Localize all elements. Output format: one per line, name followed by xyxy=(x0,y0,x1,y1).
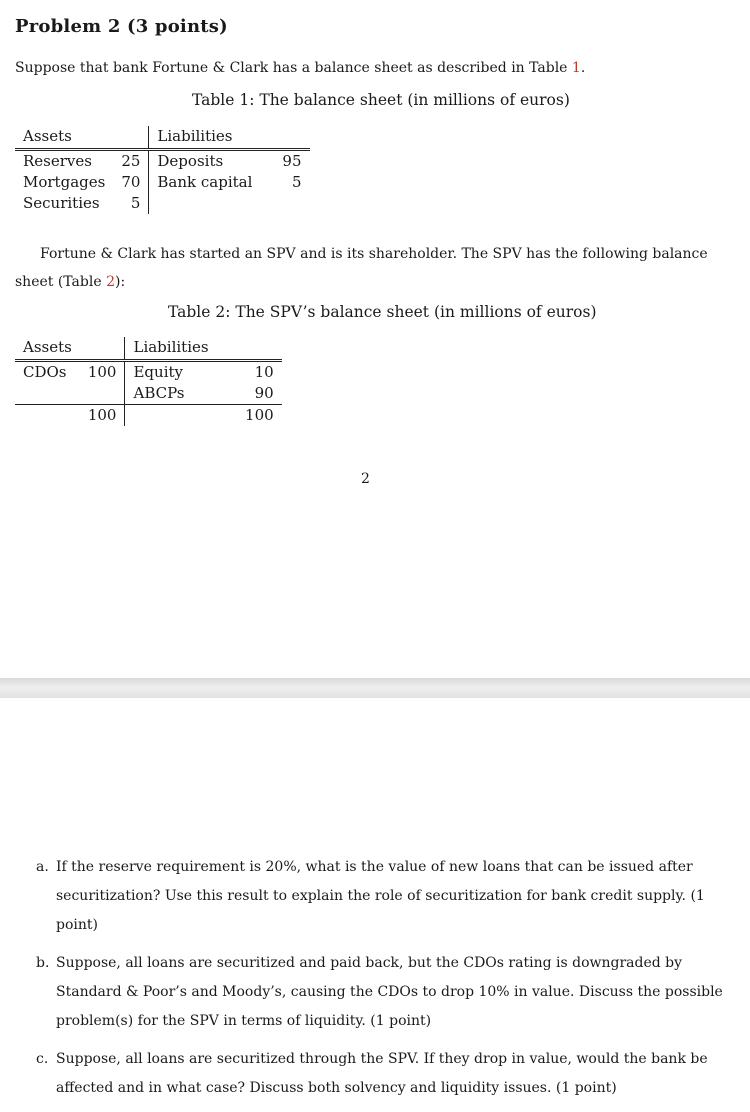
spv-paragraph xyxy=(15,240,720,296)
liabilities-header: Liabilities xyxy=(125,337,217,361)
asset-value: 25 xyxy=(113,150,149,173)
table1-reference-link[interactable]: 1 xyxy=(571,60,581,76)
asset-name: CDOs xyxy=(23,363,67,381)
list-item xyxy=(36,853,726,940)
total-assets: 100 xyxy=(80,405,125,427)
list-item xyxy=(36,1045,726,1103)
table-header-row xyxy=(15,337,282,361)
table-row xyxy=(15,361,282,384)
table-row xyxy=(15,172,310,193)
liability-value: 90 xyxy=(254,384,274,402)
table-header-row xyxy=(15,126,310,150)
spv-text: Fortune & Clark has started an SPV and is its shareholder. The SPV has the following balance sheet (Table xyxy=(15,246,708,290)
liability-name: Equity xyxy=(133,363,183,381)
asset-name: Securities xyxy=(23,194,100,212)
asset-value: 70 xyxy=(113,172,149,193)
liability-name: Deposits xyxy=(157,152,224,170)
table2-reference-link[interactable]: 2 xyxy=(106,274,116,290)
table-total-row xyxy=(15,405,282,427)
table1-caption: Table 1: The balance sheet (in millions of euros) xyxy=(192,91,570,109)
question-text: Suppose, all loans are securitized and paid back, but the CDOs rating is downgraded by Standard & Poor’s and Moody’s, causing the CDOs to drop 10% in value. Discuss the possible problem(s) for the SPV in terms of liquidity. (1 point) xyxy=(56,955,723,1029)
intro-paragraph xyxy=(15,60,585,76)
question-label: c. xyxy=(36,1051,49,1067)
question-list xyxy=(36,853,726,1112)
liability-name: ABCPs xyxy=(133,384,185,402)
page-two xyxy=(0,698,750,1096)
asset-value xyxy=(80,383,125,405)
liability-name: Bank capital xyxy=(157,173,253,191)
table2-caption: Table 2: The SPV’s balance sheet (in millions of euros) xyxy=(168,303,597,321)
asset-value: 5 xyxy=(113,193,149,214)
assets-header: Assets xyxy=(15,337,80,361)
question-label: a. xyxy=(36,859,49,875)
spv-balance-sheet-table xyxy=(15,337,282,426)
liability-value: 95 xyxy=(282,152,302,170)
spv-text-end: ): xyxy=(115,274,126,290)
asset-name: Mortgages xyxy=(23,173,106,191)
intro-text-end: . xyxy=(580,60,586,76)
liability-value: 5 xyxy=(291,173,302,191)
table-row xyxy=(15,193,310,214)
table-row xyxy=(15,383,282,405)
liability-value: 10 xyxy=(254,363,274,381)
assets-header: Assets xyxy=(15,126,113,150)
liabilities-header: Liabilities xyxy=(149,126,261,150)
asset-name xyxy=(15,383,80,405)
question-label: b. xyxy=(36,955,50,971)
liability-value xyxy=(260,193,309,214)
total-liabilities: 100 xyxy=(217,405,282,427)
page-number: 2 xyxy=(361,471,370,487)
asset-value: 100 xyxy=(80,361,125,384)
question-text: Suppose, all loans are securitized through the SPV. If they drop in value, would the bank be affected and in what case? Discuss both solvency and liquidity issues. (1 point) xyxy=(56,1051,708,1096)
table-row xyxy=(15,150,310,173)
list-item xyxy=(36,949,726,1036)
problem-title: Problem 2 (3 points) xyxy=(15,16,228,37)
liability-name xyxy=(149,193,261,214)
asset-name: Reserves xyxy=(23,152,92,170)
page-separator xyxy=(0,678,750,698)
question-text: If the reserve requirement is 20%, what is the value of new loans that can be issued after securitization? Use this result to explain the role of securitization for bank credit supply. (1 point) xyxy=(56,859,705,933)
intro-text: Suppose that bank Fortune & Clark has a balance sheet as described in Table xyxy=(15,60,572,76)
balance-sheet-table xyxy=(15,126,310,214)
